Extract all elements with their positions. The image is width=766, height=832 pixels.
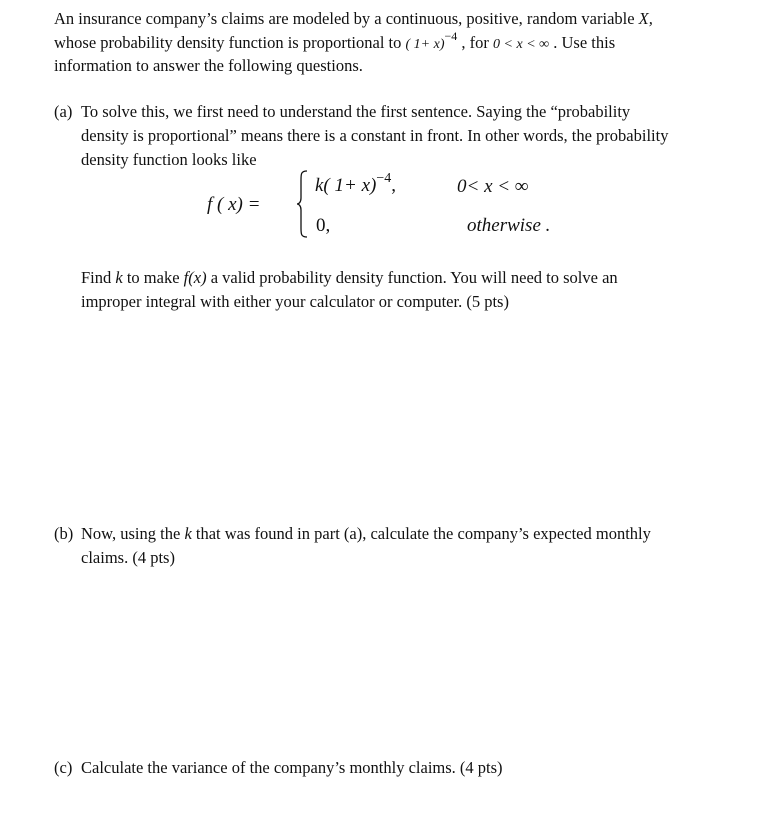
part-c-line-1: Calculate the variance of the company’s monthly claims. (4 pts) [81, 758, 503, 777]
part-a-line-1: To solve this, we first need to understand the first sentence. Saying the “probability [81, 102, 631, 121]
intro-line-1 [54, 9, 653, 29]
part-b-pre: Now, using the [81, 524, 185, 543]
part-a-find-line-2: improper integral with either your calculator or computer. (5 pts) [81, 292, 509, 311]
left-brace-icon [296, 170, 308, 238]
intro-range: 0 < x < ∞ [493, 37, 550, 52]
part-b-post: that was found in part (a), calculate the company’s expected monthly [191, 524, 651, 543]
intro-math-base: ( 1+ x) [405, 37, 445, 52]
formula-case-1 [315, 170, 396, 196]
part-b-line-2: claims. (4 pts) [81, 548, 175, 567]
part-a-find-line-1 [81, 268, 618, 288]
intro-line-2-end: . Use this [549, 33, 616, 52]
part-a-line-3: density function looks like [81, 150, 257, 169]
part-c-label: (c) [54, 758, 73, 777]
find-post: a valid probability density function. You will need to solve an [206, 268, 618, 287]
part-a-line-2: density is proportional” means there is a constant in front. In other words, the probability [81, 126, 669, 145]
formula-lhs: f ( x) = [207, 194, 261, 215]
formula-case-1-comma: , [391, 175, 396, 196]
intro-math-exponent: −4 [444, 28, 458, 43]
find-k: k [115, 268, 123, 287]
part-a-label: (a) [54, 102, 73, 121]
intro-line-2 [54, 28, 616, 55]
find-pre: Find [81, 268, 116, 287]
formula-case-2-expr: 0, [316, 215, 331, 236]
formula-case-1-exponent: −4 [376, 170, 392, 186]
intro-line-2-after: , for [457, 33, 494, 52]
intro-line-3: information to answer the following questions. [54, 56, 363, 75]
variable-x: X, [638, 9, 653, 28]
part-b-line-1 [81, 524, 651, 544]
formula-case-1-expr: k( 1+ x) [315, 175, 377, 196]
part-b-label: (b) [54, 524, 74, 543]
intro-line-1-text: An insurance company’s claims are modeled by a continuous, positive, random variable [54, 9, 639, 28]
find-fx: f(x) [183, 268, 207, 287]
part-b-k: k [184, 524, 192, 543]
find-mid: to make [122, 268, 184, 287]
formula-case-1-condition: 0< x < ∞ [457, 176, 529, 197]
formula-case-2-condition: otherwise . [467, 215, 551, 236]
intro-line-2-text: whose probability density function is proportional to [54, 33, 406, 52]
